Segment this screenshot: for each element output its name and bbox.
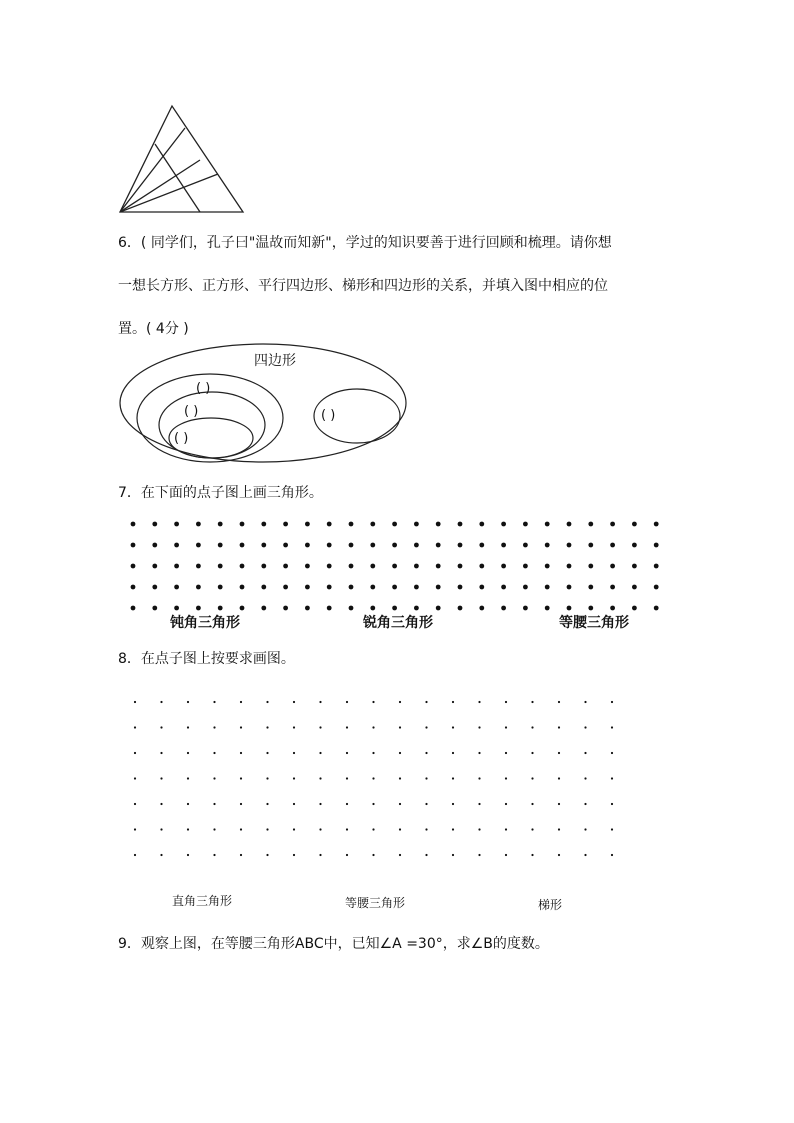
grid-dot — [588, 543, 593, 548]
grid-dot — [392, 606, 397, 611]
triangle-figure — [0, 0, 794, 220]
grid-dot — [327, 543, 332, 548]
grid-dot — [399, 803, 401, 805]
grid-dot — [134, 854, 136, 856]
grid-dot — [346, 752, 348, 754]
grid-dot — [240, 522, 245, 527]
grid-dot — [134, 803, 136, 805]
grid-dot — [436, 606, 441, 611]
grid-dot — [261, 522, 266, 527]
grid-dot — [611, 752, 613, 754]
grid-dot — [558, 726, 560, 728]
grid-dot — [611, 726, 613, 728]
grid-dot — [588, 564, 593, 569]
grid-dot — [372, 752, 374, 754]
grid-dot — [584, 828, 586, 830]
grid-dot — [414, 543, 419, 548]
grid-dot — [567, 585, 572, 590]
grid-dot — [523, 522, 528, 527]
grid-dot — [293, 752, 295, 754]
grid-dot — [372, 854, 374, 856]
grid-dot — [523, 585, 528, 590]
grid-dot — [370, 606, 375, 611]
grid-dot — [261, 564, 266, 569]
grid-dot — [558, 828, 560, 830]
grid-dot — [346, 803, 348, 805]
grid-dot — [458, 522, 463, 527]
q7-label-acute: 锐角三角形 — [363, 615, 433, 631]
grid-dot — [196, 543, 201, 548]
grid-dot — [452, 803, 454, 805]
grid-dot — [632, 522, 637, 527]
grid-dot — [584, 854, 586, 856]
grid-dot — [611, 828, 613, 830]
grid-dot — [505, 854, 507, 856]
q9-text: 9．观察上图，在等腰三角形ABC中，已知∠A =30°，求∠B的度数。 — [118, 936, 549, 952]
grid-dot — [134, 701, 136, 703]
grid-dot — [152, 522, 157, 527]
grid-dot — [479, 585, 484, 590]
grid-dot — [458, 543, 463, 548]
q8-text: 8．在点子图上按要求画图。 — [118, 651, 295, 667]
grid-dot — [349, 606, 354, 611]
grid-dot — [261, 606, 266, 611]
grid-dot — [392, 585, 397, 590]
grid-dot — [370, 564, 375, 569]
q8-label-trapezoid: 梯形 — [538, 898, 563, 912]
grid-dot — [501, 522, 506, 527]
grid-dot — [346, 828, 348, 830]
grid-dot — [505, 777, 507, 779]
grid-dot — [632, 564, 637, 569]
grid-dot — [452, 752, 454, 754]
grid-dot — [174, 564, 179, 569]
grid-dot — [134, 828, 136, 830]
grid-dot — [305, 564, 310, 569]
grid-dot — [261, 543, 266, 548]
grid-dot — [399, 828, 401, 830]
grid-dot — [654, 522, 659, 527]
grid-dot — [505, 701, 507, 703]
grid-dot — [545, 606, 550, 611]
grid-dot — [584, 726, 586, 728]
grid-dot — [523, 543, 528, 548]
grid-dot — [452, 854, 454, 856]
grid-dot — [370, 522, 375, 527]
grid-dot — [187, 803, 189, 805]
grid-dot — [213, 726, 215, 728]
grid-dot — [588, 585, 593, 590]
grid-dot — [327, 522, 332, 527]
grid-dot — [370, 543, 375, 548]
grid-dot — [213, 854, 215, 856]
grid-dot — [218, 543, 223, 548]
grid-dot — [531, 701, 533, 703]
grid-dot — [452, 828, 454, 830]
grid-dot — [240, 854, 242, 856]
grid-dot — [545, 585, 550, 590]
dot-grid-2 — [0, 680, 794, 880]
grid-dot — [505, 803, 507, 805]
grid-dot — [160, 854, 162, 856]
grid-dot — [392, 564, 397, 569]
grid-dot — [240, 726, 242, 728]
grid-dot — [319, 803, 321, 805]
grid-dot — [131, 543, 136, 548]
grid-dot — [160, 828, 162, 830]
grid-dot — [266, 752, 268, 754]
grid-dot — [436, 564, 441, 569]
grid-dot — [218, 564, 223, 569]
grid-dot — [213, 828, 215, 830]
grid-dot — [436, 522, 441, 527]
grid-dot — [545, 564, 550, 569]
venn-outer-label: 四边形 — [254, 353, 296, 369]
grid-dot — [545, 522, 550, 527]
grid-dot — [293, 854, 295, 856]
grid-dot — [479, 522, 484, 527]
grid-dot — [567, 606, 572, 611]
q6-line3: 置。( 4分 ) — [118, 321, 189, 337]
grid-dot — [654, 606, 659, 611]
grid-dot — [187, 726, 189, 728]
grid-dot — [478, 701, 480, 703]
grid-dot — [319, 828, 321, 830]
grid-dot — [266, 828, 268, 830]
grid-dot — [452, 701, 454, 703]
grid-dot — [213, 777, 215, 779]
grid-dot — [293, 803, 295, 805]
grid-dot — [349, 585, 354, 590]
grid-dot — [478, 803, 480, 805]
grid-dot — [558, 752, 560, 754]
grid-dot — [283, 564, 288, 569]
grid-dot — [261, 585, 266, 590]
grid-dot — [399, 701, 401, 703]
grid-dot — [399, 752, 401, 754]
grid-dot — [266, 854, 268, 856]
grid-dot — [372, 726, 374, 728]
grid-dot — [610, 543, 615, 548]
grid-dot — [531, 726, 533, 728]
grid-dot — [545, 543, 550, 548]
grid-dot — [187, 777, 189, 779]
grid-dot — [399, 726, 401, 728]
grid-dot — [293, 777, 295, 779]
grid-dot — [531, 752, 533, 754]
grid-dot — [611, 777, 613, 779]
grid-dot — [478, 752, 480, 754]
grid-dot — [174, 606, 179, 611]
grid-dot — [610, 585, 615, 590]
grid-dot — [240, 543, 245, 548]
grid-dot — [240, 606, 245, 611]
grid-dot — [240, 585, 245, 590]
grid-dot — [531, 828, 533, 830]
venn-blank-3: ( ) — [174, 431, 189, 446]
grid-dot — [458, 585, 463, 590]
grid-dot — [283, 606, 288, 611]
q8-label-right: 直角三角形 — [172, 894, 233, 908]
grid-dot — [501, 564, 506, 569]
grid-dot — [425, 701, 427, 703]
grid-dot — [327, 585, 332, 590]
grid-dot — [240, 752, 242, 754]
q7-label-isosceles: 等腰三角形 — [559, 615, 629, 631]
grid-dot — [266, 701, 268, 703]
grid-dot — [305, 606, 310, 611]
grid-dot — [505, 726, 507, 728]
grid-dot — [283, 543, 288, 548]
grid-dot — [349, 564, 354, 569]
grid-dot — [478, 828, 480, 830]
grid-dot — [436, 543, 441, 548]
grid-dot — [505, 752, 507, 754]
grid-dot — [346, 726, 348, 728]
grid-dot — [240, 828, 242, 830]
grid-dot — [346, 777, 348, 779]
grid-dot — [425, 752, 427, 754]
grid-dot — [425, 777, 427, 779]
grid-dot — [319, 854, 321, 856]
grid-dot — [558, 777, 560, 779]
grid-dot — [266, 777, 268, 779]
grid-dot — [319, 752, 321, 754]
q6-line2: 一想长方形、正方形、平行四边形、梯形和四边形的关系，并填入图中相应的位 — [118, 278, 608, 294]
grid-dot — [240, 701, 242, 703]
grid-dot — [458, 564, 463, 569]
grid-dot — [523, 564, 528, 569]
grid-dot — [213, 752, 215, 754]
grid-dot — [134, 752, 136, 754]
grid-dot — [531, 777, 533, 779]
grid-dot — [372, 803, 374, 805]
grid-dot — [174, 543, 179, 548]
grid-dot — [266, 803, 268, 805]
grid-dot — [152, 564, 157, 569]
grid-dot — [610, 606, 615, 611]
grid-dot — [266, 726, 268, 728]
grid-dot — [187, 828, 189, 830]
grid-dot — [479, 606, 484, 611]
grid-dot — [425, 803, 427, 805]
grid-dot — [240, 564, 245, 569]
grid-dot — [134, 777, 136, 779]
grid-dot — [632, 585, 637, 590]
grid-dot — [584, 803, 586, 805]
grid-dot — [213, 803, 215, 805]
grid-dot — [654, 564, 659, 569]
grid-dot — [218, 585, 223, 590]
grid-dot — [632, 543, 637, 548]
grid-dot — [588, 522, 593, 527]
grid-dot — [218, 606, 223, 611]
grid-dot — [372, 701, 374, 703]
grid-dot — [501, 606, 506, 611]
grid-dot — [152, 543, 157, 548]
grid-dot — [523, 606, 528, 611]
grid-dot — [349, 543, 354, 548]
grid-dot — [196, 585, 201, 590]
grid-dot — [558, 701, 560, 703]
grid-dot — [213, 701, 215, 703]
grid-dot — [131, 585, 136, 590]
grid-dot — [293, 726, 295, 728]
grid-dot — [452, 777, 454, 779]
grid-dot — [414, 606, 419, 611]
grid-dot — [319, 777, 321, 779]
grid-dot — [160, 803, 162, 805]
grid-dot — [632, 606, 637, 611]
grid-dot — [399, 854, 401, 856]
grid-dot — [425, 726, 427, 728]
grid-dot — [505, 828, 507, 830]
grid-dot — [160, 726, 162, 728]
grid-dot — [131, 606, 136, 611]
grid-dot — [131, 564, 136, 569]
q7-label-obtuse: 钝角三角形 — [170, 615, 240, 631]
grid-dot — [567, 522, 572, 527]
quadrilateral-venn-diagram — [0, 340, 794, 470]
grid-dot — [174, 585, 179, 590]
grid-dot — [327, 606, 332, 611]
grid-dot — [196, 606, 201, 611]
grid-dot — [414, 585, 419, 590]
grid-dot — [218, 522, 223, 527]
grid-dot — [160, 777, 162, 779]
grid-dot — [349, 522, 354, 527]
q7-text: 7．在下面的点子图上画三角形。 — [118, 485, 323, 501]
grid-dot — [131, 522, 136, 527]
grid-dot — [305, 543, 310, 548]
grid-dot — [558, 854, 560, 856]
grid-dot — [319, 701, 321, 703]
grid-dot — [187, 752, 189, 754]
venn-blank-1: ( ) — [196, 381, 211, 396]
venn-blank-2: ( ) — [184, 404, 199, 419]
grid-dot — [479, 564, 484, 569]
grid-dot — [610, 564, 615, 569]
grid-dot — [458, 606, 463, 611]
grid-dot — [240, 777, 242, 779]
grid-dot — [558, 803, 560, 805]
grid-dot — [654, 543, 659, 548]
grid-dot — [452, 726, 454, 728]
grid-dot — [611, 701, 613, 703]
grid-dot — [567, 543, 572, 548]
grid-dot — [478, 726, 480, 728]
grid-dot — [370, 585, 375, 590]
grid-dot — [196, 522, 201, 527]
grid-dot — [584, 701, 586, 703]
grid-dot — [414, 522, 419, 527]
grid-dot — [531, 803, 533, 805]
grid-dot — [283, 522, 288, 527]
grid-dot — [654, 585, 659, 590]
grid-dot — [346, 854, 348, 856]
grid-dot — [392, 543, 397, 548]
grid-dot — [501, 543, 506, 548]
grid-dot — [293, 701, 295, 703]
grid-dot — [425, 854, 427, 856]
grid-dot — [567, 564, 572, 569]
grid-dot — [611, 854, 613, 856]
grid-dot — [187, 854, 189, 856]
grid-dot — [414, 564, 419, 569]
grid-dot — [305, 522, 310, 527]
grid-dot — [479, 543, 484, 548]
grid-dot — [240, 803, 242, 805]
grid-dot — [501, 585, 506, 590]
grid-dot — [134, 726, 136, 728]
grid-dot — [319, 726, 321, 728]
grid-dot — [610, 522, 615, 527]
grid-dot — [531, 854, 533, 856]
grid-dot — [392, 522, 397, 527]
grid-dot — [187, 701, 189, 703]
grid-dot — [196, 564, 201, 569]
grid-dot — [346, 701, 348, 703]
grid-dot — [584, 752, 586, 754]
grid-dot — [588, 606, 593, 611]
q8-label-isosceles: 等腰三角形 — [345, 896, 406, 910]
grid-dot — [372, 828, 374, 830]
grid-dot — [174, 522, 179, 527]
grid-dot — [327, 564, 332, 569]
grid-dot — [283, 585, 288, 590]
grid-dot — [372, 777, 374, 779]
grid-dot — [436, 585, 441, 590]
grid-dot — [293, 828, 295, 830]
grid-dot — [152, 585, 157, 590]
q6-line1: 6．( 同学们，孔子曰"温故而知新"，学过的知识要善于进行回顾和梳理。请你想 — [118, 235, 612, 251]
grid-dot — [478, 777, 480, 779]
grid-dot — [399, 777, 401, 779]
venn-blank-4: ( ) — [321, 408, 336, 423]
grid-dot — [478, 854, 480, 856]
grid-dot — [305, 585, 310, 590]
grid-dot — [584, 777, 586, 779]
dot-grid-1 — [0, 512, 794, 622]
grid-dot — [611, 803, 613, 805]
grid-dot — [160, 701, 162, 703]
grid-dot — [152, 606, 157, 611]
grid-dot — [160, 752, 162, 754]
grid-dot — [425, 828, 427, 830]
